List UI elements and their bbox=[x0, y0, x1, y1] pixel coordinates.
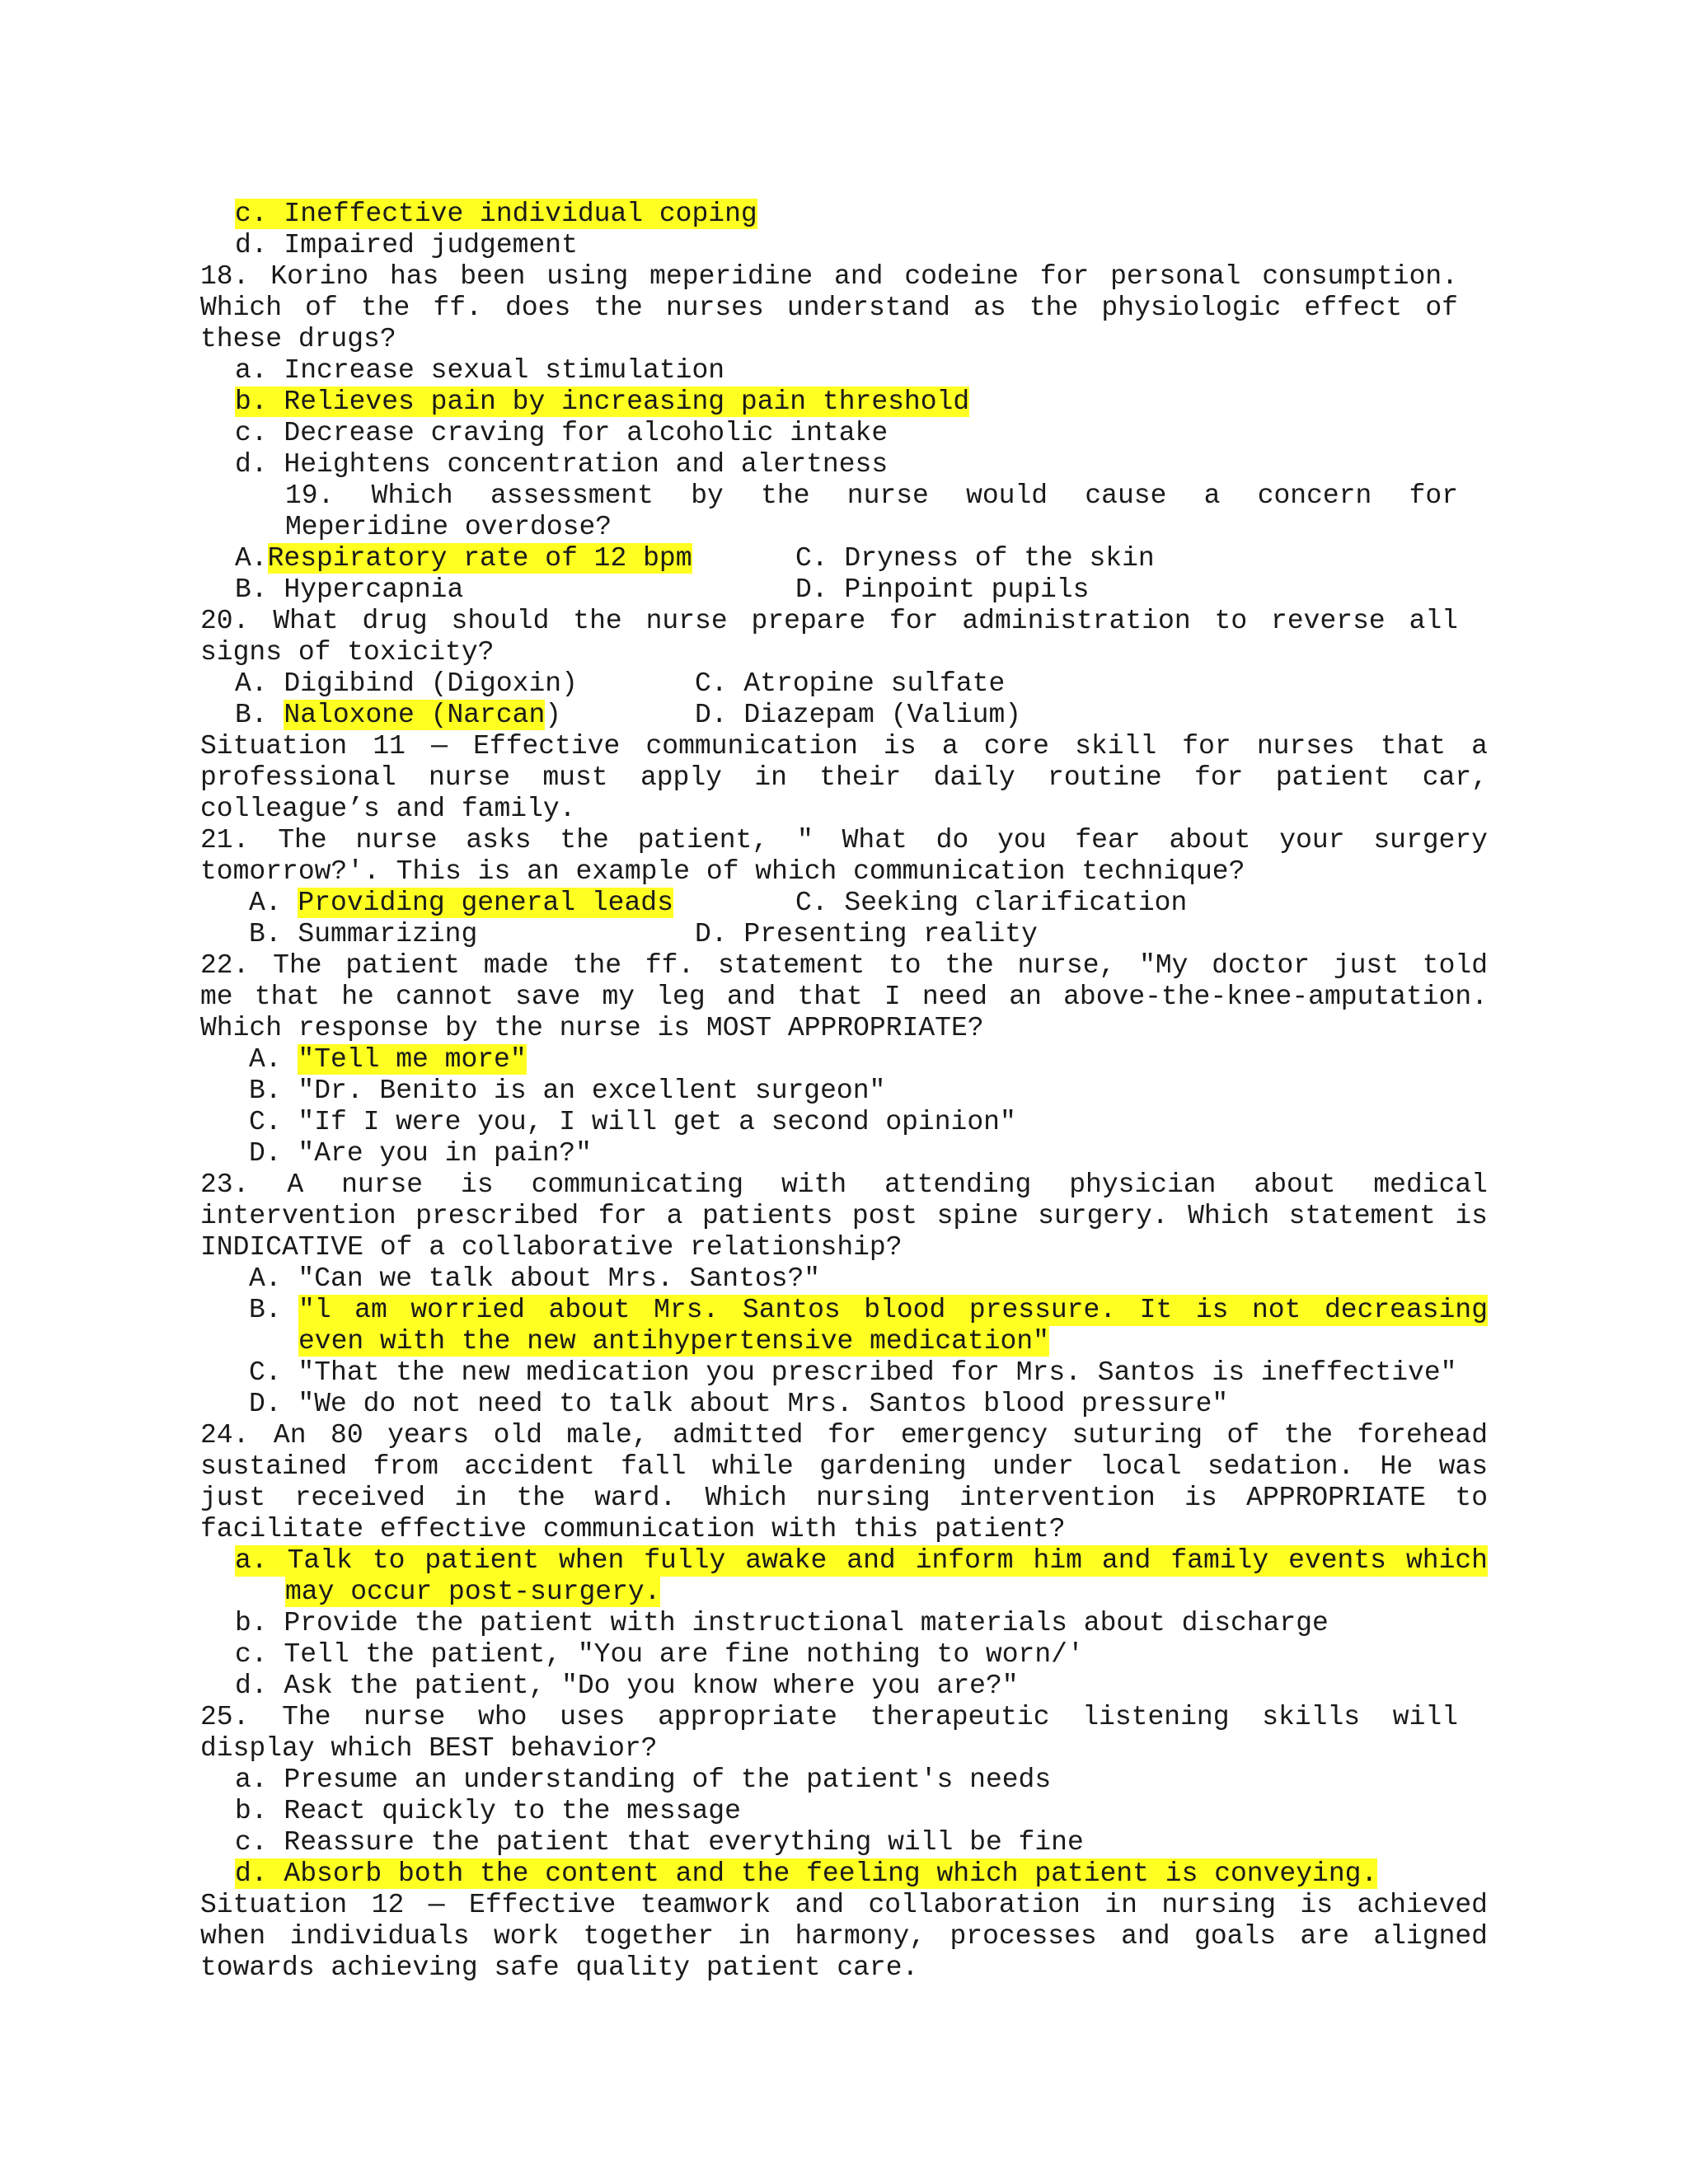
q25-stem-line-2: display which BEST behavior? bbox=[200, 1733, 658, 1764]
answer-highlight: Providing general leads bbox=[298, 888, 673, 918]
q25-option-a: a. Presume an understanding of the patient's needs bbox=[235, 1765, 1052, 1795]
q23-option-b-line-1: "l am worried about Mrs. Santos blood pressure. It is not decreasing bbox=[298, 1295, 1488, 1325]
q22-stem-line-2: me that he cannot save my leg and that I need an above-the-knee-amputation. bbox=[200, 982, 1488, 1012]
situation-12-line-2: when individuals work together in harmony, processes and goals are aligned bbox=[200, 1921, 1488, 1952]
answer-highlight: "Tell me more" bbox=[298, 1044, 527, 1075]
q23-stem-line-1: 23. A nurse is communicating with attending physician about medical bbox=[200, 1169, 1488, 1200]
q24-option-d: d. Ask the patient, "Do you know where you are?" bbox=[235, 1671, 1019, 1701]
q18-option-b bbox=[235, 387, 969, 418]
option-letter: A. bbox=[249, 1044, 298, 1075]
q20-option-a: A. Digibind (Digoxin) bbox=[235, 668, 578, 699]
q22-option-a bbox=[249, 1044, 527, 1076]
q18-option-a: a. Increase sexual stimulation bbox=[235, 355, 725, 386]
q25-stem-line-1: 25. The nurse who uses appropriate therapeutic listening skills will bbox=[200, 1702, 1458, 1732]
q20-stem-line-2: signs of toxicity? bbox=[200, 637, 495, 668]
answer-highlight: Respiratory rate of 12 bpm bbox=[267, 543, 692, 574]
q21-option-b: B. Summarizing bbox=[249, 919, 478, 949]
option-letter: B. bbox=[235, 700, 284, 730]
q22-option-d: D. "Are you in pain?" bbox=[249, 1138, 592, 1169]
option-tail: ) bbox=[545, 700, 562, 730]
q24-option-b: b. Provide the patient with instructional materials about discharge bbox=[235, 1608, 1329, 1638]
q19-stem-line-1: 19. Which assessment by the nurse would cause a concern for bbox=[285, 480, 1458, 511]
q19-option-a bbox=[235, 543, 692, 574]
option-letter: A. bbox=[249, 888, 298, 918]
situation-12-line-3: towards achieving safe quality patient care. bbox=[200, 1952, 919, 1983]
q22-stem-line-1: 22. The patient made the ff. statement to the nurse, "My doctor just told bbox=[200, 950, 1488, 981]
q18-stem-line-2: Which of the ff. does the nurses understand as the physiologic effect of bbox=[200, 293, 1458, 323]
q19-option-d: D. Pinpoint pupils bbox=[795, 574, 1090, 605]
option-letter: A. bbox=[235, 543, 268, 574]
q18-option-c: c. Decrease craving for alcoholic intake bbox=[235, 418, 889, 448]
q25-option-c: c. Reassure the patient that everything will be fine bbox=[235, 1827, 1084, 1858]
answer-highlight: Naloxone (Narcan bbox=[284, 700, 546, 730]
answer-highlight: c. Ineffective individual coping bbox=[235, 199, 757, 229]
q19-option-b: B. Hypercapnia bbox=[235, 574, 464, 605]
q21-option-c: C. Seeking clarification bbox=[795, 888, 1188, 918]
situation-11-line-1: Situation 11 — Effective communication is a core skill for nurses that a bbox=[200, 731, 1488, 762]
q23-option-c: C. "That the new medication you prescribed for Mrs. Santos is ineffective" bbox=[249, 1357, 1457, 1388]
q23-stem-line-2: intervention prescribed for a patients post spine surgery. Which statement is bbox=[200, 1201, 1488, 1231]
answer-highlight: b. Relieves pain by increasing pain threshold bbox=[235, 387, 970, 417]
q24-stem-line-1: 24. An 80 years old male, admitted for emergency suturing of the forehead bbox=[200, 1420, 1488, 1451]
situation-11-line-3: colleague’s and family. bbox=[200, 794, 576, 824]
q24-option-a-line-2 bbox=[285, 1577, 660, 1608]
q23-stem-line-3: INDICATIVE of a collaborative relationship? bbox=[200, 1232, 903, 1263]
q20-option-c: C. Atropine sulfate bbox=[695, 668, 1006, 699]
q23-option-a: A. "Can we talk about Mrs. Santos?" bbox=[249, 1263, 821, 1294]
q20-option-d: D. Diazepam (Valium) bbox=[695, 700, 1022, 730]
q18-stem-line-3: these drugs? bbox=[200, 324, 396, 354]
q23-option-d: D. "We do not need to talk about Mrs. Santos blood pressure" bbox=[249, 1389, 1229, 1419]
q17-option-c bbox=[235, 199, 757, 230]
q24-stem-line-4: facilitate effective communication with this patient? bbox=[200, 1514, 1066, 1544]
q24-option-c: c. Tell the patient, "You are fine nothing to worn/' bbox=[235, 1639, 1084, 1670]
answer-highlight: may occur post-surgery. bbox=[285, 1577, 661, 1607]
answer-highlight: d. Absorb both the content and the feeling which patient is conveying. bbox=[235, 1858, 1378, 1889]
q25-option-b: b. React quickly to the message bbox=[235, 1796, 741, 1826]
situation-12-line-1: Situation 12 — Effective teamwork and collaboration in nursing is achieved bbox=[200, 1890, 1488, 1920]
q21-stem-line-1: 21. The nurse asks the patient, " What do you fear about your surgery bbox=[200, 825, 1488, 855]
q23-option-b-letter: B. bbox=[249, 1295, 298, 1325]
q18-stem-line-1: 18. Korino has been using meperidine and codeine for personal consumption. bbox=[200, 261, 1458, 292]
q20-option-b bbox=[235, 700, 561, 731]
q19-option-c: C. Dryness of the skin bbox=[795, 543, 1155, 574]
q17-option-d: d. Impaired judgement bbox=[235, 230, 578, 260]
q20-stem-line-1: 20. What drug should the nurse prepare for administration to reverse all bbox=[200, 606, 1458, 636]
q24-option-a-line-1: a. Talk to patient when fully awake and inform him and family events which bbox=[235, 1545, 1488, 1576]
q24-stem-line-3: just received in the ward. Which nursing intervention is APPROPRIATE to bbox=[200, 1483, 1488, 1513]
q23-option-b-line-2 bbox=[298, 1326, 1049, 1357]
q19-stem-line-2: Meperidine overdose? bbox=[285, 512, 612, 542]
q21-option-d: D. Presenting reality bbox=[695, 919, 1038, 949]
q22-option-b: B. "Dr. Benito is an excellent surgeon" bbox=[249, 1076, 886, 1106]
q21-option-a bbox=[249, 888, 673, 919]
situation-11-line-2: professional nurse must apply in their daily routine for patient car, bbox=[200, 762, 1488, 793]
q21-stem-line-2: tomorrow?'. This is an example of which communication technique? bbox=[200, 856, 1245, 887]
q22-stem-line-3: Which response by the nurse is MOST APPROPRIATE? bbox=[200, 1013, 984, 1043]
q24-stem-line-2: sustained from accident fall while gardening under local sedation. He was bbox=[200, 1451, 1488, 1482]
answer-highlight: even with the new antihypertensive medication" bbox=[298, 1326, 1049, 1357]
q25-option-d bbox=[235, 1858, 1377, 1890]
q22-option-c: C. "If I were you, I will get a second opinion" bbox=[249, 1107, 1016, 1137]
q18-option-d: d. Heightens concentration and alertness bbox=[235, 449, 889, 480]
